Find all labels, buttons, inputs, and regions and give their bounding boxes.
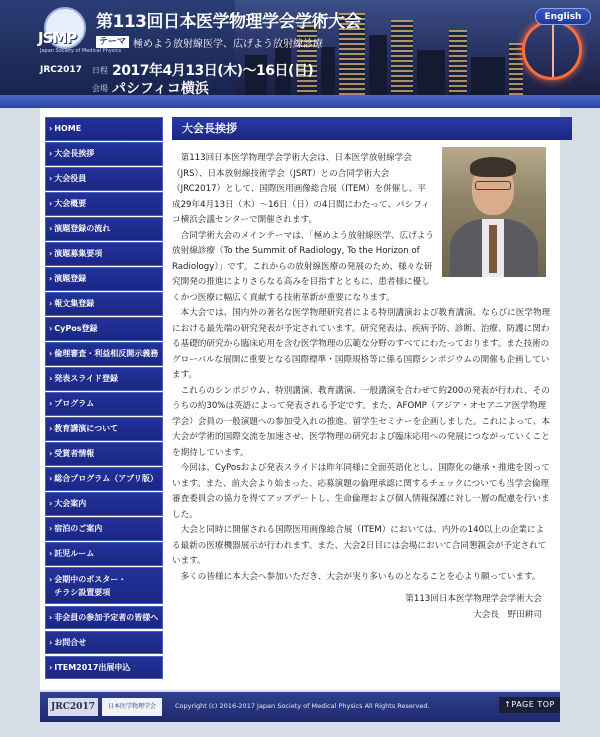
conference-date: 2017年4月13日(木)〜16日(日) bbox=[112, 63, 314, 79]
sidebar-item-label: 大会概要 bbox=[54, 199, 87, 209]
sidebar-item-label: 倫理審査・利益相反開示義務 bbox=[54, 349, 159, 359]
sidebar-item-label: プログラム bbox=[54, 399, 95, 409]
sidebar-item-label: ITEM2017出展申込 bbox=[54, 662, 131, 672]
sidebar-item-label: 託児ルーム bbox=[54, 549, 95, 559]
sidebar-item[interactable] bbox=[45, 542, 163, 566]
sidebar-item[interactable] bbox=[45, 517, 163, 541]
venue-key: 会場 bbox=[92, 84, 108, 93]
sidebar-item-label: 大会役員 bbox=[54, 174, 87, 184]
sidebar-item-label: 大会長挨拶 bbox=[54, 149, 95, 159]
chevron-right-icon: › bbox=[49, 499, 53, 509]
sidebar-item[interactable] bbox=[45, 117, 163, 141]
conference-venue: パシフィコ横浜 bbox=[112, 81, 209, 97]
page-top-button[interactable]: ↑PAGE TOP bbox=[499, 697, 560, 713]
sidebar-item[interactable] bbox=[45, 342, 163, 366]
greeting-paragraph: 多くの皆様に本大会へ参加いただき、大会が実り多いものとなることを心より願っています。 bbox=[180, 571, 541, 582]
greeting-paragraph: 大会と同時に開催される国際医用画像総合展（ITEM）においては、内外の140以上の企業による最新の医療機器展示が行われます。また、大会2日目には会場において合同懇親会が予定されています。 bbox=[172, 525, 547, 566]
sidebar-item-label: 宿泊のご案内 bbox=[54, 524, 103, 534]
english-button[interactable]: English bbox=[535, 8, 591, 25]
conference-title: 第113回日本医学物理学会学術大会 bbox=[96, 12, 361, 32]
sidebar-item-label: 発表スライド登録 bbox=[54, 374, 119, 384]
chevron-right-icon: › bbox=[49, 374, 53, 384]
sidebar-nav bbox=[45, 117, 163, 681]
site-footer bbox=[40, 692, 560, 722]
sidebar-item[interactable] bbox=[45, 492, 163, 516]
logo-text: JSMP bbox=[38, 29, 77, 47]
greeting-body bbox=[172, 151, 552, 585]
chevron-right-icon: › bbox=[49, 449, 53, 459]
chevron-right-icon: › bbox=[49, 637, 53, 647]
signature bbox=[405, 591, 542, 623]
sidebar-item[interactable] bbox=[45, 167, 163, 191]
logo-subtext: Japan Society of Medical Physics bbox=[40, 48, 122, 54]
jsmp-footer-logo[interactable]: 日本医学物理学会 bbox=[102, 698, 162, 716]
greeting-paragraph: 本大会では、国内外の著名な医学物理研究者による特別講演および教育講演、ならびに医学物理における最先端の研究発表が予定されています。研究発表は、疾病予防、診断、治療、防護に関わる基礎的研究から臨床応用を含む医学物理の広範な分野のすべてにわたっております。また技術のグローバルな展開に重要となる国際標準・国際規格等に係る国際シンポジウムの開催も企画しています。 bbox=[172, 308, 551, 380]
chevron-right-icon: › bbox=[49, 124, 53, 134]
sidebar-item[interactable] bbox=[45, 467, 163, 491]
sidebar-item[interactable] bbox=[45, 217, 163, 241]
sidebar-item-label: 受賞者情報 bbox=[54, 449, 95, 459]
ferris-wheel-icon bbox=[522, 20, 582, 80]
sidebar-item[interactable] bbox=[45, 631, 163, 655]
sidebar-item-label: CyPos登録 bbox=[54, 324, 98, 334]
chevron-right-icon: › bbox=[49, 662, 53, 672]
sidebar-item[interactable] bbox=[45, 417, 163, 441]
chevron-right-icon: › bbox=[49, 524, 53, 534]
sidebar-item[interactable] bbox=[45, 567, 163, 604]
sidebar-item-label: 総合プログラム（アプリ版） bbox=[54, 474, 158, 484]
greeting-paragraph: 第113回日本医学物理学会学術大会は、日本医学放射線学会（JRS）、日本放射線技術学会（JSRT）との合同学術大会（JRC2017）として、国際医用画像総合展（ITEM）を併催し、平成29年4月13日（木）〜16日（日）の4日間にわたって、パシフィコ横浜会議センターで開催されます。 bbox=[172, 153, 430, 225]
chevron-right-icon: › bbox=[49, 549, 53, 559]
sidebar-item[interactable] bbox=[45, 442, 163, 466]
sidebar-item-label: 演題募集要項 bbox=[54, 249, 103, 259]
chevron-right-icon: › bbox=[49, 299, 53, 309]
chevron-right-icon: › bbox=[49, 399, 53, 409]
main-content bbox=[172, 117, 572, 620]
sidebar-item-label: 報文集登録 bbox=[54, 299, 95, 309]
sidebar-item[interactable] bbox=[45, 142, 163, 166]
chevron-right-icon: › bbox=[49, 575, 53, 584]
jrc-footer-logo[interactable]: JRC2017 bbox=[48, 698, 98, 716]
signature-org: 第113回日本医学物理学会学術大会 bbox=[405, 594, 542, 604]
section-title: 大会長挨拶 bbox=[172, 117, 572, 140]
chevron-right-icon: › bbox=[49, 424, 53, 434]
sidebar-item-label: 大会案内 bbox=[54, 499, 87, 509]
copyright-text: Copyright (c) 2016-2017 Japan Society of Medical Physics All Rights Reserved. bbox=[175, 702, 430, 710]
sidebar-item-label: お問合せ bbox=[54, 637, 87, 647]
chevron-right-icon: › bbox=[49, 249, 53, 259]
chevron-right-icon: › bbox=[49, 349, 53, 359]
chevron-right-icon: › bbox=[49, 224, 53, 234]
greeting-paragraph: 今回は、CyPosおよび発表スライドは昨年同様に全面英語化とし、国際化の継承・推進を図っています。また、前大会より始まった、応募演題の倫理承認に関するチェックについても当学会倫理審査委員会の協力を得てアップデートし、生命倫理および個人情報保護に対し一層の配慮を行いました。 bbox=[172, 463, 550, 520]
chevron-right-icon: › bbox=[49, 199, 53, 209]
sidebar-item[interactable] bbox=[45, 367, 163, 391]
sidebar-item-label: 演題登録の流れ bbox=[54, 224, 111, 234]
sidebar-item-label: 会期中のポスター・ チラシ設置要項 bbox=[54, 575, 127, 597]
theme-tag: テーマ bbox=[96, 36, 129, 48]
date-key: 日程 bbox=[92, 66, 108, 75]
sidebar-item[interactable] bbox=[45, 242, 163, 266]
sidebar-item[interactable] bbox=[45, 267, 163, 291]
chevron-right-icon: › bbox=[49, 174, 53, 184]
sidebar-item[interactable] bbox=[45, 192, 163, 216]
chevron-right-icon: › bbox=[49, 274, 53, 284]
sidebar-item[interactable] bbox=[45, 317, 163, 341]
chevron-right-icon: › bbox=[49, 474, 53, 484]
theme-row bbox=[96, 35, 323, 49]
jrc-label: JRC2017 bbox=[40, 65, 82, 75]
site-header bbox=[0, 0, 600, 108]
sidebar-item-label: 教育講演について bbox=[54, 424, 119, 434]
signature-name: 大会長 野田耕司 bbox=[473, 610, 542, 620]
sidebar-item-label: HOME bbox=[54, 124, 82, 134]
sidebar-item[interactable] bbox=[45, 292, 163, 316]
chevron-right-icon: › bbox=[49, 324, 53, 334]
greeting-paragraph: これらのシンポジウム、特別講演、教育講演、一般講演を合わせて約200の発表が行われ、そのうちの約30%は英語によって発表される予定です。また、AFOMP（アジア・オセアニア医学物理学会）会員の一般演題への参加受入れの推進、留学生セミナーを企画しました。これによって、本大会が学術的国際交流を加速させ、医学物理の研究および臨床応用への発展につながっていくことを期待しています。 bbox=[172, 385, 550, 458]
sidebar-item-label: 演題登録 bbox=[54, 274, 87, 284]
sidebar-item[interactable] bbox=[45, 606, 163, 630]
theme-text: 極めよう放射線医学、広げよう放射線診療 bbox=[133, 38, 324, 50]
chevron-right-icon: › bbox=[49, 149, 53, 159]
sidebar-item-label: 非会員の参加予定者の皆様へ bbox=[54, 612, 159, 622]
sidebar-item[interactable] bbox=[45, 656, 163, 680]
greeting-paragraph: 合同学術大会のメインテーマは、「極めよう放射線医学、広げよう放射線診療（To the Summit of Radiology, To the Horizon of Radiology）」です。これからの放射線医療の発展のため、様々な研究開発の推進によりさらなる高みを目指すとともに、患者様に優しくかつ医療に幅広く貢献する技術革新が重要になります。 bbox=[172, 230, 434, 303]
sidebar-item[interactable] bbox=[45, 392, 163, 416]
chevron-right-icon: › bbox=[49, 612, 53, 622]
